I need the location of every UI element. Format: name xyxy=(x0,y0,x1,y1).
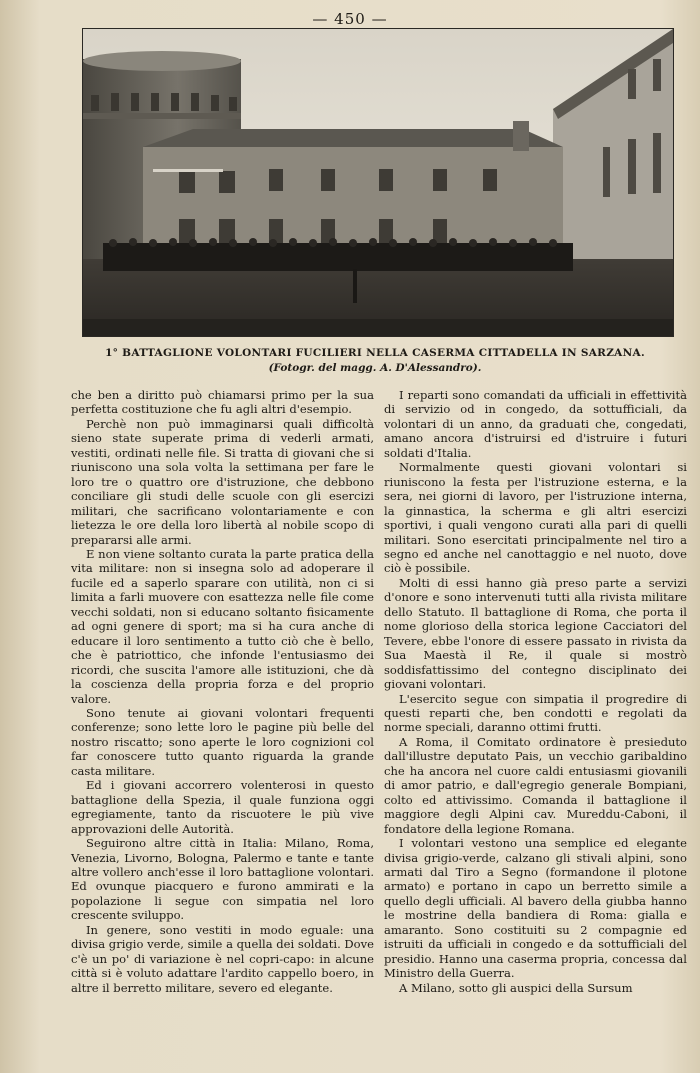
paragraph: Perchè non può immaginarsi quali difficoltà sieno state superate prima di vederli armati, vestiti, ordinati nelle file. Si tratta di giovani che si riuniscono una sola volta la settimana per fare le loro tre o quattro ore d'istruzione, che debbono conciliare gli studi delle scuole con gli esercizi militari, che sacrificano volontariamente e con lietezza le ore della loro libertà al nobile scopo di prepararsi alle armi. xyxy=(71,416,374,547)
paragraph: E non viene soltanto curata la parte pratica della vita militare: non si insegna solo ad adoperare il fucile ed a saperlo sparare con utilità, non ci si limita a farli muovere con esattezza nelle file come vecchi soldati, non si educano soltanto fisicamente ad ogni genere di sport; ma si ha cura anche di educare il loro sentimento a tutto ciò che è bello, che è patriottico, che infonde l'entusiasmo dei ricordi, che suscita l'amore alle istituzioni, che dà la coscienza della propria forza e del proprio valore. xyxy=(71,546,374,706)
paragraph: A Roma, il Comitato ordinatore è presieduto dall'illustre deputato Pais, un vecchio garibaldino che ha ancora nel cuore caldi entusiasmi giovanili di amor patrio, e dall'egregio generale Bompiani, colto ed attivissimo. Comanda il battaglione il maggiore degli Alpini cav. Mureddu-Caboni, il fondatore della legione Romana. xyxy=(384,734,687,836)
paragraph: A Milano, sotto gli auspici della Sursum xyxy=(399,980,633,995)
paragraph: In genere, sono vestiti in modo eguale: una divisa grigio verde, simile a quella dei soldati. Dove c'è un po' di variazione è nel copri-capo: in alcune città si è voluto adattare l'ardito cappello boero, in altre il berretto militare, severo ed elegante. xyxy=(71,922,374,995)
paragraph: Ed i giovani accorrero volenterosi in questo battaglione della Spezia, il quale funziona oggi egregiamente, tanto da riscuotere le più vive approvazioni delle Autorità. xyxy=(71,778,374,836)
left-column xyxy=(71,388,374,995)
caption-title: 1° BATTAGLIONE VOLONTARI FUCILIERI NELLA CASERMA CITTADELLA IN SARZANA. xyxy=(105,347,645,359)
paragraph: I reparti sono comandati da ufficiali in effettività di servizio od in congedo, da sottufficiali, da volontari di un anno, da graduati che, congedati, amano ancora d'istruirsi ed d'istruire i futuri soldati d'Italia. xyxy=(384,388,687,460)
paragraph: I volontari vestono una semplice ed elegante divisa grigio-verde, calzano gli stivali alpini, sono armati dal Tiro a Segno (formandone il plotone armato) e portano in capo un berretto simile a quello degli ufficiali. Al bavero della giubba hanno le mostrine della bandiera di Roma: gialla e amaranto. Sono costituiti su 2 compagnie ed istruiti da ufficiali in congedo e da sottufficiali del presidio. Hanno una caserma propria, concessa dal Ministro della Guerra. xyxy=(384,836,687,981)
paragraph: L'esercito segue con simpatia il progredire di questi reparti che, ben condotti e regolati da norme speciali, daranno ottimi frutti. xyxy=(384,691,687,735)
photo-image xyxy=(83,29,673,336)
photo-caption xyxy=(60,346,690,376)
page-number: — 450 — xyxy=(312,10,388,28)
paragraph: Normalmente questi giovani volontari si riuniscono la festa per l'istruzione esterna, e la sera, nei giorni di lavoro, per l'istruzione interna, la ginnastica, la scherma e gli altri esercizi sportivi, i quali vengono curati alla pari di quelli militari. Sono esercitati principalmente nel tiro a segno ed anche nel canottaggio e nel nuoto, dove ciò è possibile. xyxy=(384,460,687,576)
caption-credit: (Fotogr. del magg. A. D'Alessandro). xyxy=(268,362,482,374)
paragraph: Seguirono altre città in Italia: Milano, Roma, Venezia, Livorno, Bologna, Palermo e tante e tante altre vollero anch'esse il loro battaglione volontari. Ed ovunque piacquero e furono ammirati e la popolazione li segue con simpatia nel loro crescente sviluppo. xyxy=(71,836,374,923)
right-column xyxy=(384,388,687,995)
paragraph: che ben a diritto può chiamarsi primo per la sua perfetta costituzione che fu agli altri d'esempio. xyxy=(71,388,374,417)
paragraph: Molti di essi hanno già preso parte a servizi d'onore e sono intervenuti tutti alla rivista militare dello Statuto. Il battaglione di Roma, che porta il nome glorioso della storica legione Cacciatori del Tevere, ebbe l'onore di essere passato in rivista da Sua Maestà il Re, il quale si mostrò soddisfattissimo del contegno disciplinato dei giovani volontari. xyxy=(384,575,687,692)
photograph-barracks xyxy=(82,28,674,337)
paragraph: Sono tenute ai giovani volontari frequenti conferenze; sono lette loro le pagine più belle del nostro riscatto; sono aperte le loro cognizioni col far conoscere tutto quanto riguarda la grande casta militare. xyxy=(71,705,374,778)
